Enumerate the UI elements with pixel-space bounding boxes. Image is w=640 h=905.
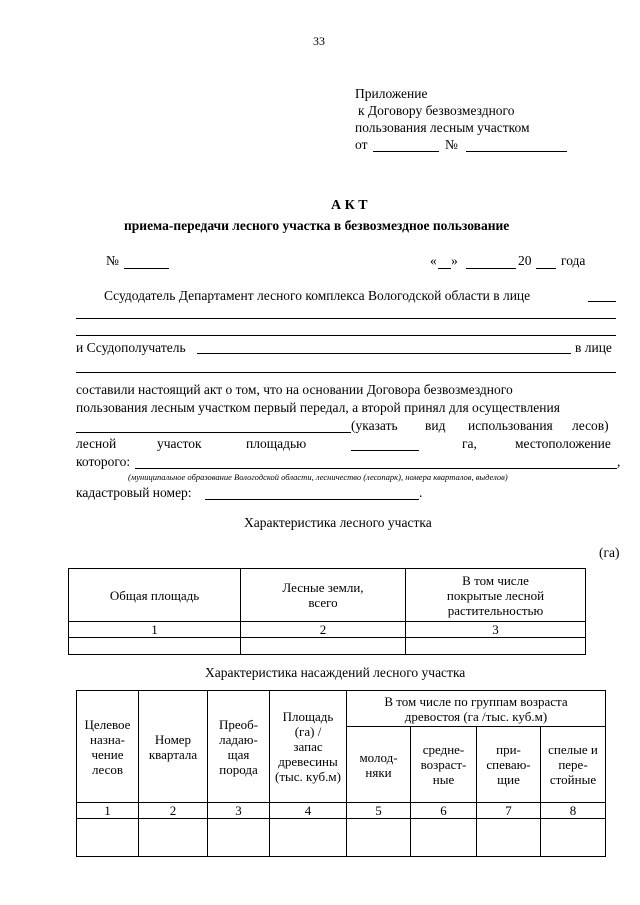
table2-cell — [270, 819, 347, 857]
paragraph-line-1: составили настоящий акт о том, что на основании Договора безвозмездного — [76, 382, 513, 397]
table2-header-age-groups: В том числе по группам возраста древостоя (га /тыс. куб.м) — [347, 691, 606, 727]
plot-word-1: лесной — [76, 436, 117, 451]
cadastral-label: кадастровый номер: — [76, 485, 192, 500]
use-hint-2: вид — [425, 418, 446, 433]
table1-cell — [406, 638, 586, 655]
table2-cell — [77, 819, 139, 857]
location-label: которого: — [76, 454, 131, 469]
paragraph-line-2: пользования лесным участком первый передал, а второй принял для осуществления — [76, 400, 560, 415]
table1-header-total: Общая площадь — [69, 569, 241, 622]
table2-cell — [541, 819, 606, 857]
borrower-in-person: в лице — [575, 340, 612, 355]
table2-cell — [347, 819, 411, 857]
date-year-prefix: 20 — [518, 253, 532, 268]
lender-text: Ссудодатель Департамент лесного комплекса Вологодской области в лице — [104, 288, 531, 303]
cadastral-blank — [205, 499, 419, 500]
stands-characteristics-table — [76, 690, 606, 857]
table2-header-area-stock: Площадь (га) / запас древесины (тыс. куб.м) — [270, 691, 347, 803]
borrower-blank — [197, 353, 571, 354]
plot-ha: га, — [462, 436, 477, 451]
table2-col-number: 3 — [208, 803, 270, 819]
cadastral-end: . — [419, 485, 423, 500]
act-title: А К Т — [331, 198, 368, 213]
use-hint-3: использования — [468, 418, 553, 433]
table2-header-ripening: при- спеваю- щие — [477, 727, 541, 803]
table2-cell — [477, 819, 541, 857]
table1-number-row — [69, 622, 586, 638]
table2-title: Характеристика насаждений лесного участка — [205, 665, 466, 680]
appendix-line-2: к Договору безвозмездного — [358, 103, 515, 118]
table1-col-number: 2 — [241, 622, 406, 638]
table1-data-row — [69, 638, 586, 655]
borrower-text: и Ссудополучатель — [76, 340, 186, 355]
table1-cell — [241, 638, 406, 655]
borrower-blank-line — [76, 372, 616, 373]
table2-col-number: 8 — [541, 803, 606, 819]
table1-header-covered: В том числе покрытые лесной растительностью — [406, 569, 586, 622]
location-note: (муниципальное образование Вологодской области, лесничество (лесопарк), номера кварталов, выделов) — [128, 472, 508, 482]
appendix-from-label: от — [355, 137, 368, 152]
use-hint-4: лесов) — [572, 418, 609, 433]
lender-blank-end — [588, 301, 616, 302]
page-number: 33 — [313, 34, 325, 48]
table2-cell — [208, 819, 270, 857]
plot-word-2: участок — [157, 436, 202, 451]
date-open-quote: « — [430, 253, 437, 268]
table2-header-species: Преоб- ладаю- щая порода — [208, 691, 270, 803]
area-blank — [351, 450, 419, 451]
table1-header-row — [69, 569, 586, 622]
table1-title: Характеристика лесного участка — [244, 515, 432, 530]
table2-col-number: 2 — [139, 803, 208, 819]
plot-location: местоположение — [515, 436, 611, 451]
table2-cell — [139, 819, 208, 857]
use-kind-blank — [76, 432, 351, 433]
table1-col-number: 1 — [69, 622, 241, 638]
table2-number-row — [77, 803, 606, 819]
plot-word-3: площадью — [246, 436, 307, 451]
table2-col-number: 4 — [270, 803, 347, 819]
appendix-line-3: пользования лесным участком — [355, 120, 530, 135]
use-hint-1: (указать — [351, 418, 398, 433]
table2-col-number: 6 — [411, 803, 477, 819]
table2-header-quarter: Номер квартала — [139, 691, 208, 803]
appendix-number-blank — [466, 151, 567, 152]
table2-header-purpose: Целевое назна- чение лесов — [77, 691, 139, 803]
act-number-label: № — [106, 253, 119, 268]
date-close-quote: » — [451, 253, 458, 268]
date-month-blank — [466, 268, 516, 269]
table1-cell — [69, 638, 241, 655]
lender-blank-line-2 — [76, 335, 616, 336]
appendix-line-1: Приложение — [355, 86, 428, 101]
appendix-number-label: № — [445, 137, 458, 152]
date-year-suffix: года — [561, 253, 586, 268]
table1-unit: (га) — [599, 545, 620, 560]
date-year-blank — [536, 268, 556, 269]
table2-col-number: 5 — [347, 803, 411, 819]
table1-col-number: 3 — [406, 622, 586, 638]
table2-col-number: 7 — [477, 803, 541, 819]
table1-header-forest-lands: Лесные земли, всего — [241, 569, 406, 622]
land-characteristics-table — [68, 568, 586, 655]
act-subtitle: приема-передачи лесного участка в безвозмездное пользование — [124, 218, 510, 233]
act-number-blank — [124, 268, 169, 269]
date-day-blank — [438, 268, 451, 269]
table2-col-number: 1 — [77, 803, 139, 819]
location-blank — [135, 468, 617, 469]
table2-cell — [411, 819, 477, 857]
table2-data-row — [77, 819, 606, 857]
location-comma: , — [617, 454, 621, 469]
table2-header-mature: спелые и пере- стойные — [541, 727, 606, 803]
table2-header-young: молод- няки — [347, 727, 411, 803]
table2-header-row-1 — [77, 691, 606, 727]
table2-header-middle-aged: средне- возраст- ные — [411, 727, 477, 803]
appendix-date-blank — [373, 151, 439, 152]
lender-blank-line-1 — [76, 318, 616, 319]
